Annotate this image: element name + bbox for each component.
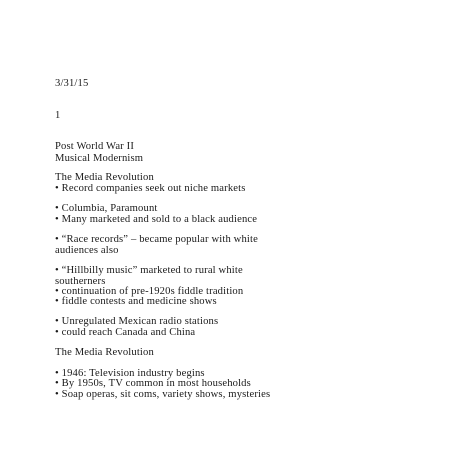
bullet-fiddle-tradition: • continuation of pre-1920s fiddle tradition (55, 286, 244, 297)
bullet-hillbilly-music: • “Hillbilly music” marketed to rural white (55, 265, 243, 276)
section-heading-media-revolution: The Media Revolution (55, 172, 154, 183)
bullet-tv-common: • By 1950s, TV common in most households (55, 378, 251, 389)
bullet-television-begins: • 1946: Television industry begins (55, 368, 205, 379)
bullet-fiddle-contests: • fiddle contests and medicine shows (55, 296, 217, 307)
bullet-mexican-radio: • Unregulated Mexican radio stations (55, 316, 219, 327)
bullet-hillbilly-music-cont: southerners (55, 276, 106, 287)
bullet-tv-genres: • Soap operas, sit coms, variety shows, mysteries (55, 389, 271, 400)
date-text: 3/31/15 (55, 78, 89, 89)
title-line-1: Post World War II (55, 141, 135, 152)
bullet-record-companies: • Record companies seek out niche markets (55, 183, 246, 194)
bullet-canada-china: • could reach Canada and China (55, 327, 196, 338)
bullet-race-records-cont: audiences also (55, 245, 119, 256)
page-number: 1 (55, 110, 61, 121)
bullet-columbia-paramount: • Columbia, Paramount (55, 203, 158, 214)
section-heading-media-revolution-2: The Media Revolution (55, 347, 154, 358)
title-line-2: Musical Modernism (55, 153, 144, 164)
bullet-race-records: • “Race records” – became popular with white (55, 234, 258, 245)
bullet-black-audience: • Many marketed and sold to a black audience (55, 214, 258, 225)
